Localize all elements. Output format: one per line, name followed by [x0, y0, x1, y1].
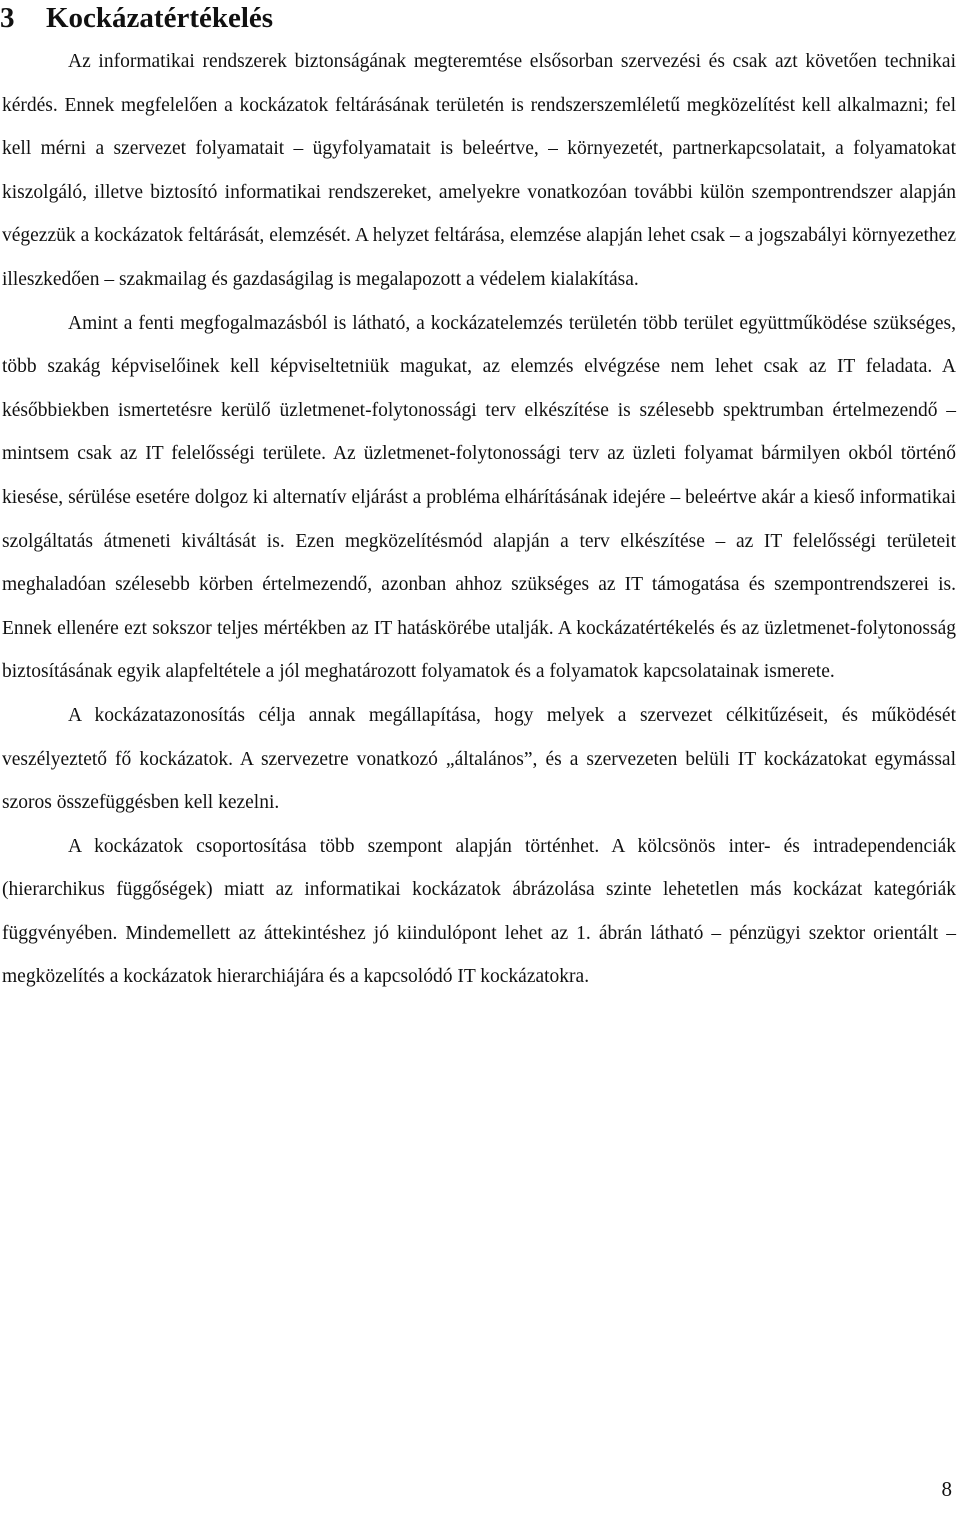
body-text	[2, 40, 956, 999]
section-heading	[0, 0, 273, 36]
paragraph: A kockázatok csoportosítása több szempont alapján történhet. A kölcsönös inter- és intradependenciák (hierarchikus függőségek) miatt az informatikai kockázatok ábrázolása szinte lehetetlen más kockázat kategóriák függvényében. Mindemellett az áttekintéshez jó kiindulópont lehet az 1. ábrán látható – pénzügyi szektor orientált – megközelítés a kockázatok hierarchiájára és a kapcsolódó IT kockázatokra.	[2, 835, 956, 988]
paragraph: Amint a fenti megfogalmazásból is látható, a kockázatelemzés területén több terület együttműködése szükséges, több szakág képviselőinek kell képviseltetniük magukat, az elemzés elvégzése nem lehet csak az IT feladata. A későbbiekben ismertetésre kerülő üzletmenet-folytonossági terv elkészítése is szélesebb spektrumban értelmezendő – mintsem csak az IT felelősségi területe. Az üzletmenet-folytonossági terv az üzleti folyamat bármilyen okból történő kiesése, sérülése esetére dolgoz ki alternatív eljárást a probléma elhárításának idejére – beleértve akár a kieső informatikai szolgáltatás átmeneti kiváltását is. Ezen megközelítésmód alapján a terv elkészítése – az IT felelősségi területeit meghaladóan szélesebb körben értelmezendő, azonban ahhoz szükséges az IT támogatása és szempontrendszerei is. Ennek ellenére ezt sokszor teljes mértékben az IT hatáskörébe utalják. A kockázatértékelés és az üzletmenet-folytonosság biztosításának egyik alapfeltétele a jól meghatározott folyamatok és a folyamatok kapcsolatainak ismerete.	[2, 312, 956, 683]
page-number: 8	[941, 1477, 952, 1501]
paragraph: A kockázatazonosítás célja annak megállapítása, hogy melyek a szervezet célkitűzéseit, és működését veszélyeztető fő kockázatok. A szervezetre vonatkozó „általános”, és a szervezeten belüli IT kockázatokat egymással szoros összefüggésben kell kezelni.	[2, 704, 956, 814]
section-title: Kockázatértékelés	[46, 2, 274, 34]
paragraph: Az informatikai rendszerek biztonságának megteremtése elsősorban szervezési és csak azt követően technikai kérdés. Ennek megfelelően a kockázatok feltárásának területén is rendszerszemléletű megközelítést kell alkalmazni; fel kell mérni a szervezet folyamatait – ügyfolyamatait is beleértve, – környezetét, partnerkapcsolatait, a folyamatokat kiszolgáló, illetve biztosító informatikai rendszereket, amelyekre vonatkozóan további külön szempontrendszer alapján végezzük a kockázatok feltárását, elemzését. A helyzet feltárása, elemzése alapján lehet csak – a jogszabályi környezethez illeszkedően – szakmailag és gazdaságilag is megalapozott a védelem kialakítása.	[2, 51, 956, 290]
section-number: 3	[0, 2, 15, 34]
